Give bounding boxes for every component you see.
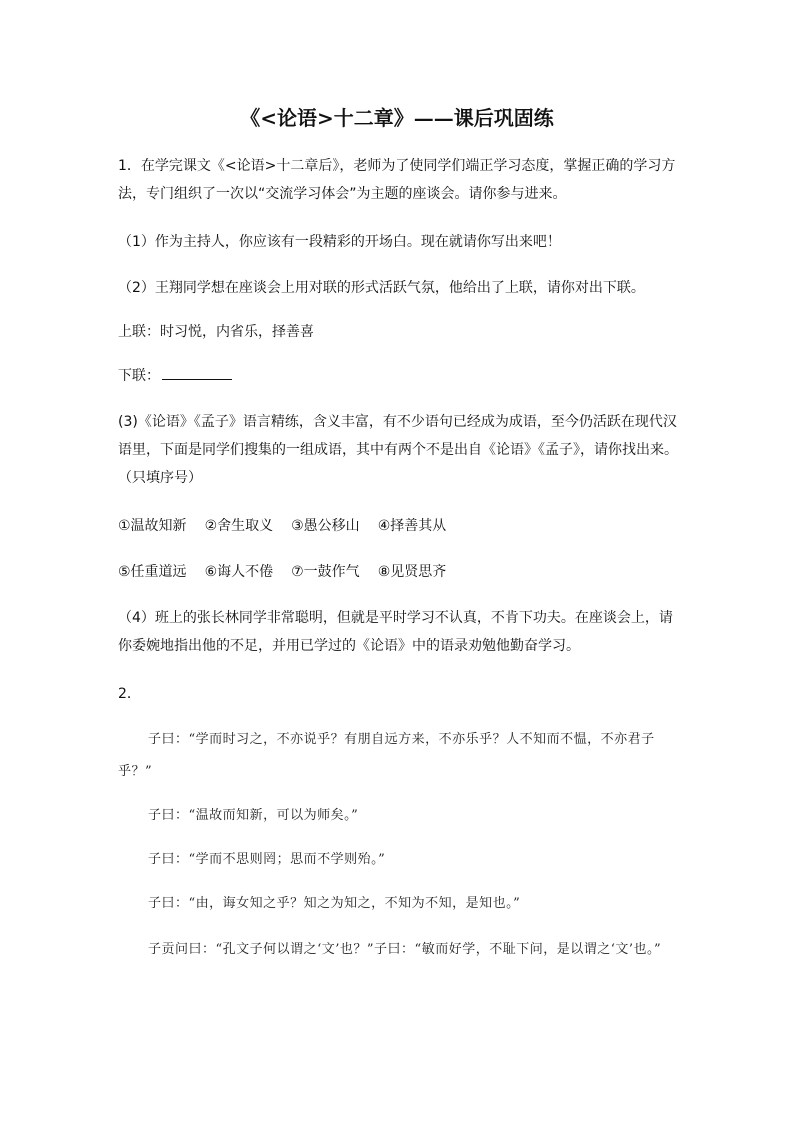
classical-quote: 子曰：“学而时习之，不亦说乎？有朋自远方来，不亦乐乎？人不知而不愠，不亦君子乎？” (118, 732, 655, 779)
idiom-options-row-1 (118, 514, 446, 538)
classical-quote: 子曰：“温故而知新，可以为师矣。” (148, 808, 359, 823)
lower-couplet (118, 362, 684, 390)
lower-couplet-label: 下联： (118, 368, 160, 384)
idiom-option: ⑧见贤思齐 (377, 564, 447, 580)
question-1-part-3: (3)《论语》《孟子》语言精练，含义丰富，有不少语句已经成为成语，至今仍活跃在现代汉语里，下面是同学们搜集的一组成语，其中有两个不是出自《论语》《孟子》，请你找出来。（只填序号） (118, 414, 678, 486)
answer-blank[interactable] (162, 365, 232, 380)
idiom-options-row-2 (118, 560, 446, 584)
idiom-option: ⑥诲人不倦 (204, 564, 274, 580)
idiom-option: ⑦一鼓作气 (291, 564, 360, 580)
question-1-part-1: （1）作为主持人，你应该有一段精彩的开场白。现在就请你写出来吧！ (118, 234, 561, 250)
classical-quote: 子曰：“由，诲女知之乎？知之为知之，不知为不知，是知也。” (148, 896, 521, 911)
upper-couplet: 上联：时习悦，内省乐，择善喜 (118, 324, 314, 340)
question-1-part-4: （4）班上的张长林同学非常聪明，但就是平时学习不认真，不肯下功夫。在座谈会上，请你委婉地指出他的不足，并用已学过的《论语》中的语录劝勉他勤奋学习。 (118, 610, 673, 654)
idiom-option: ④择善其从 (377, 518, 447, 534)
idiom-option: ③愚公移山 (291, 518, 360, 534)
classical-quote: 子贡问曰：“孔文子何以谓之‘文’也？”子曰：“敏而好学，不耻下问，是以谓之‘文’也。” (148, 942, 662, 957)
idiom-option: ②舍生取义 (204, 518, 274, 534)
question-1-intro: 1．在学完课文《<论语>十二章后》，老师为了使同学们端正学习态度，掌握正确的学习方法，专门组织了一次以“交流学习体会”为主题的座谈会。请你参与进来。 (118, 158, 676, 202)
idiom-option: ①温故知新 (118, 518, 187, 534)
idiom-option: ⑤任重道远 (118, 564, 187, 580)
classical-quote: 子曰：“学而不思则罔；思而不学则殆。” (148, 852, 386, 867)
question-2-number: 2． (118, 686, 141, 702)
page-title: 《<论语>十二章》——课后巩固练 (240, 106, 554, 130)
question-1-part-2: （2）王翔同学想在座谈会上用对联的形式活跃气氛，他给出了上联，请你对出下联。 (118, 280, 645, 296)
